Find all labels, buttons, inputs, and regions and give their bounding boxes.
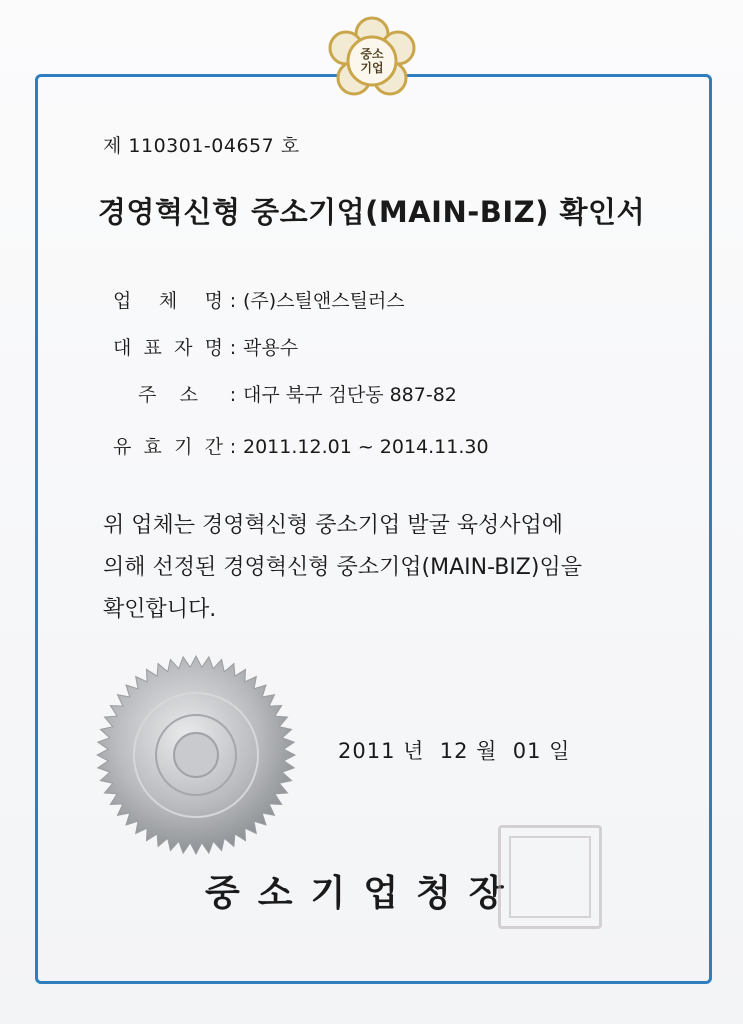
field-value: 2011.12.01 ~ 2014.11.30: [243, 436, 489, 458]
field-value: 곽용수: [243, 337, 299, 359]
body-line: 위 업체는 경영혁신형 중소기업 발굴 육성사업에: [103, 513, 564, 538]
certificate-body: [103, 505, 668, 631]
field-label: 대 표 자 명: [113, 337, 223, 359]
certificate-number: 제 110301-04657 호: [103, 135, 300, 157]
emblem-label: 중소 기업: [360, 47, 384, 75]
field-label: 유 효 기 간: [113, 436, 223, 458]
body-line: 확인합니다.: [103, 597, 217, 622]
field-address: 주 소 : 대구 북구 검단동 887-82: [113, 380, 457, 407]
embossed-seal-icon: [96, 655, 296, 855]
field-company-name: 업 체 명 : (주)스틸앤스틸러스: [113, 286, 405, 313]
field-value: (주)스틸앤스틸러스: [243, 290, 405, 312]
official-stamp-icon: [498, 825, 602, 929]
sme-emblem-icon: [318, 16, 426, 106]
field-label: 업 체 명: [113, 290, 223, 312]
field-label: 주 소: [138, 384, 198, 406]
field-value: 대구 북구 검단동 887-82: [243, 384, 457, 406]
certificate-title: 경영혁신형 중소기업(MAIN-BIZ) 확인서: [97, 195, 646, 229]
issue-date: 2011 년 12 월 01 일: [338, 739, 571, 763]
issuer-name: 중소기업청장: [205, 873, 522, 914]
body-line: 의해 선정된 경영혁신형 중소기업(MAIN-BIZ)임을: [103, 555, 582, 580]
field-validity-period: 유 효 기 간 : 2011.12.01 ~ 2014.11.30: [113, 432, 489, 459]
field-representative: 대 표 자 명 : 곽용수: [113, 333, 298, 360]
